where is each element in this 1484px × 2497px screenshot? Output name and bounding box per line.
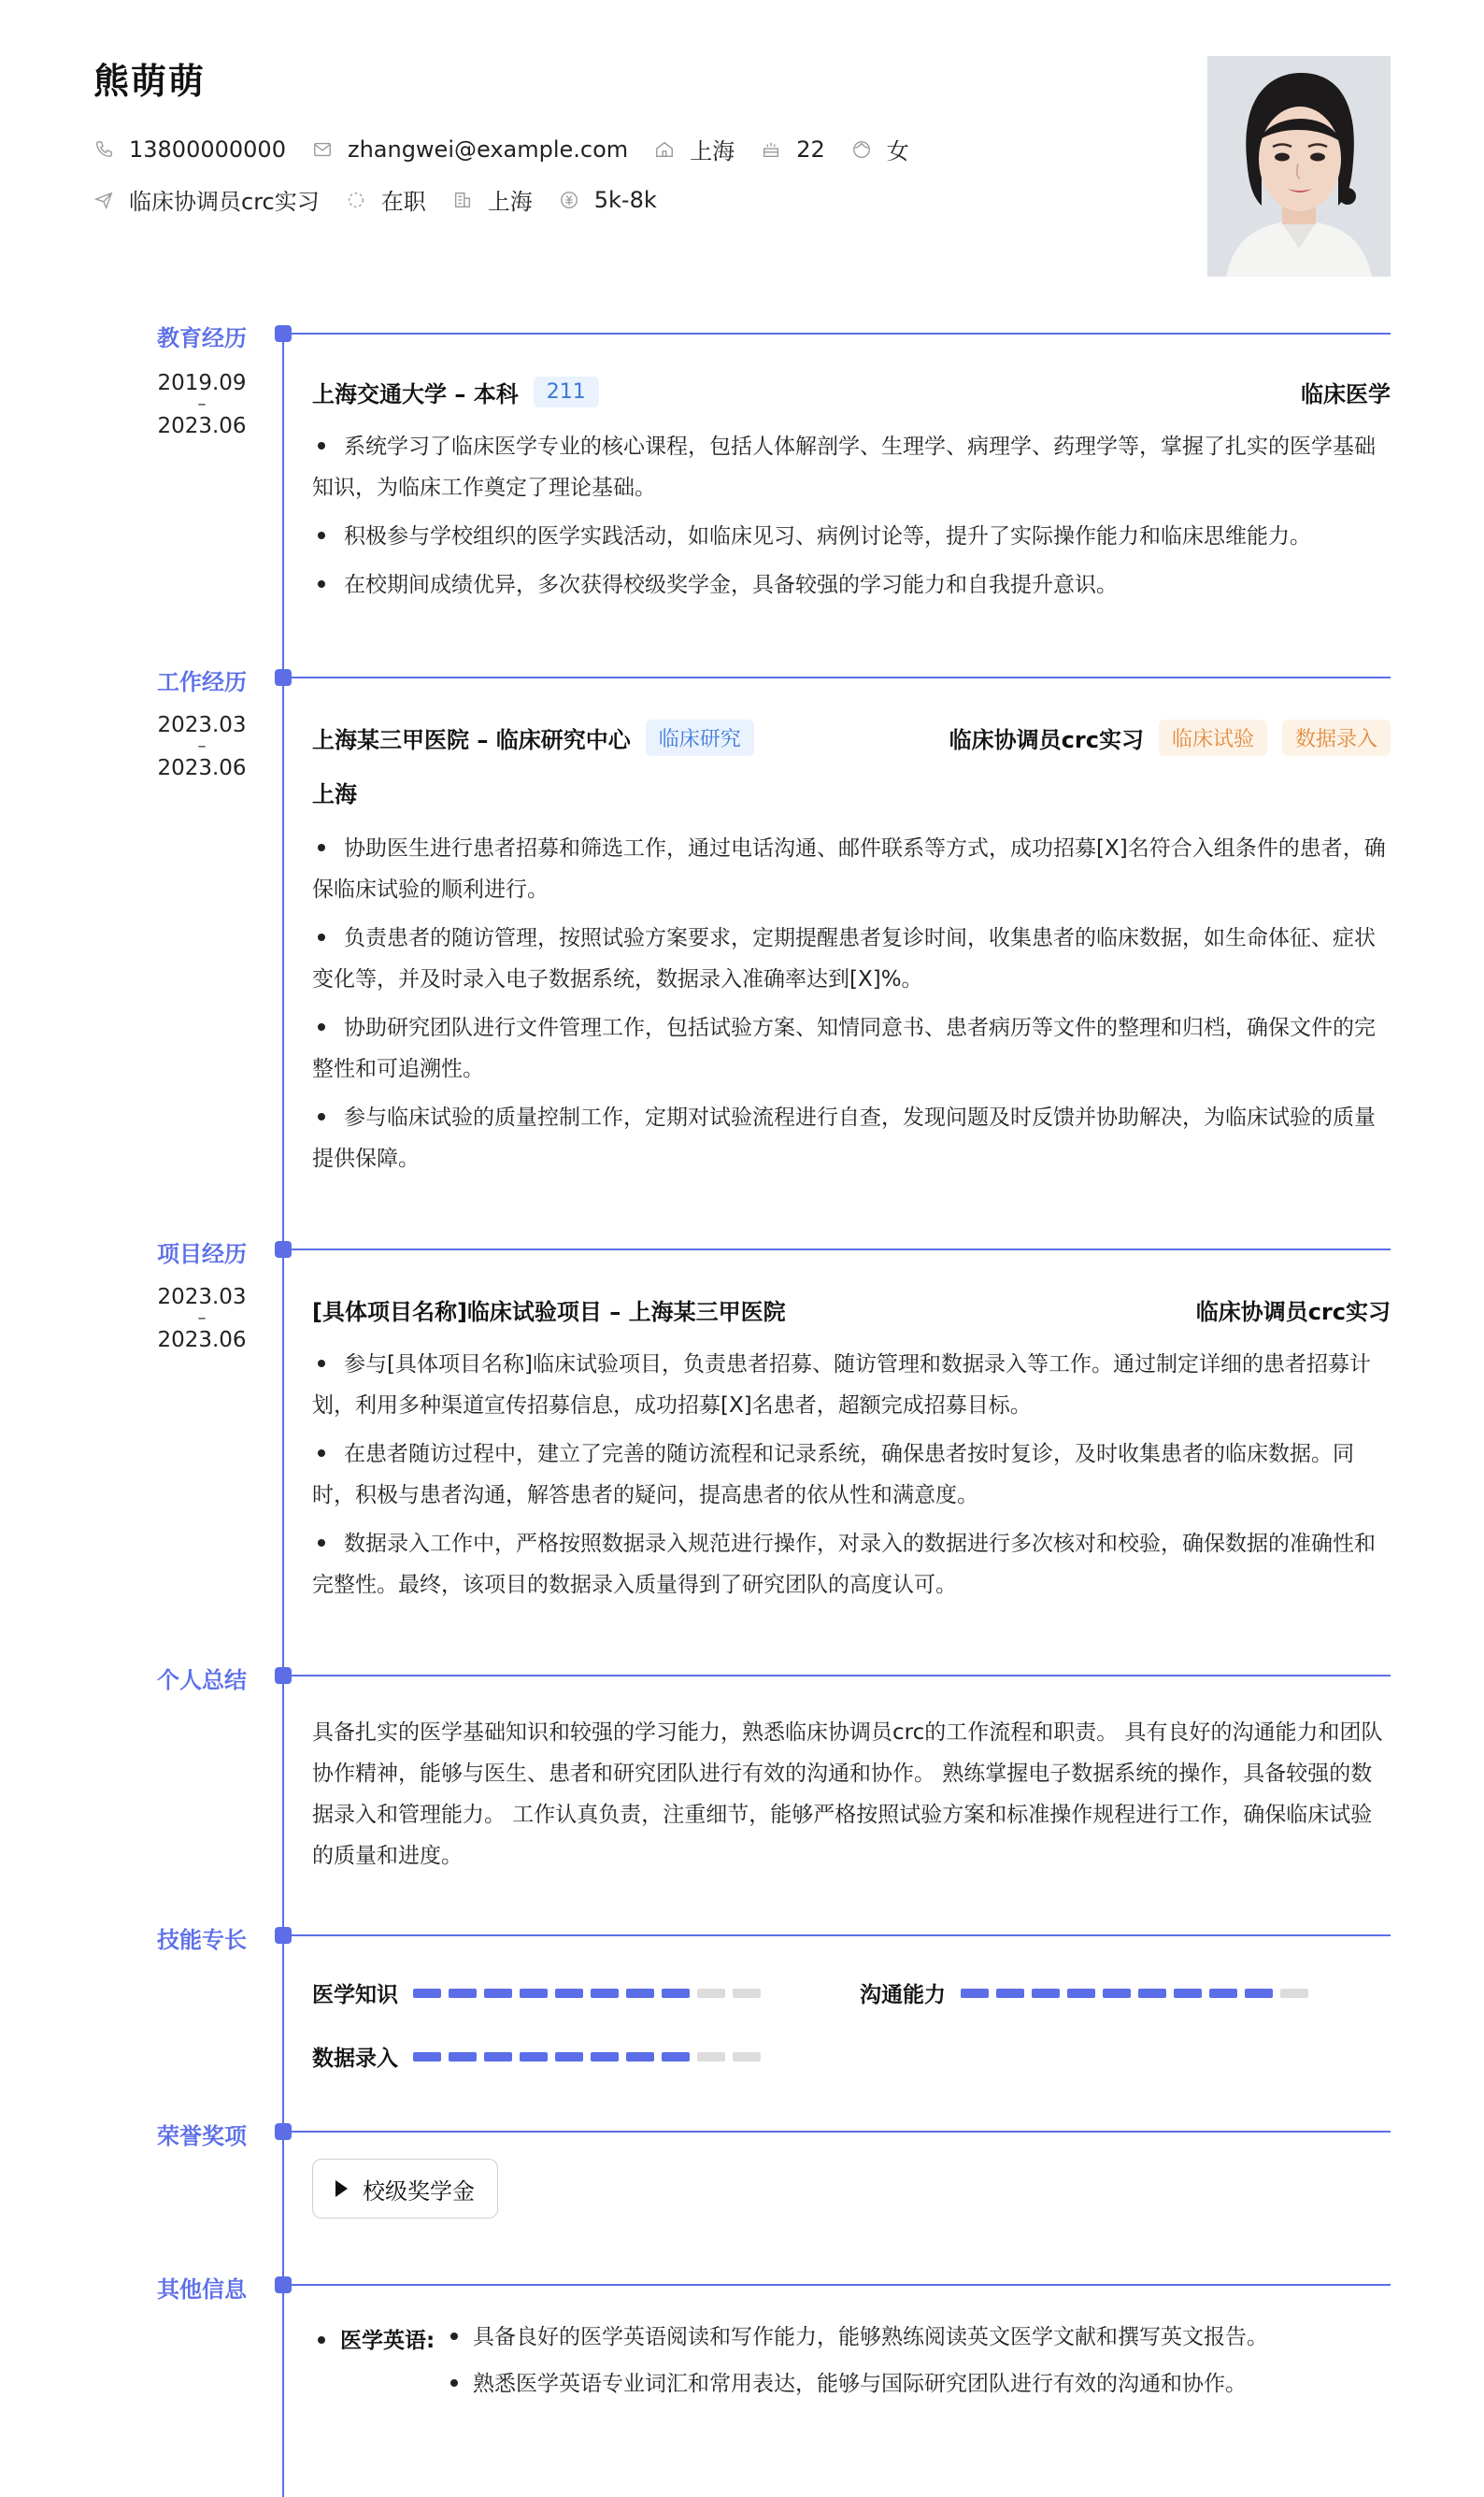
skill-segment-filled xyxy=(1209,1989,1237,1998)
project-date xyxy=(150,1286,254,1351)
bullet-dot xyxy=(318,1449,325,1457)
skill-segment-filled xyxy=(449,2052,477,2062)
skill-name: 医学知识 xyxy=(312,1983,398,2007)
section-title-work: 工作经历 xyxy=(157,669,247,695)
section-divider-other xyxy=(290,2284,1391,2286)
bullet-dot xyxy=(318,442,325,449)
skill-segment-empty xyxy=(697,2052,725,2062)
timeline-axis xyxy=(282,333,284,2497)
list-item-text: 数据录入工作中，严格按照数据录入规范进行操作，对录入的数据进行多次核对和校验，确保数据的准确性和完整性。最终，该项目的数据录入质量得到了研究团队的高度认可。 xyxy=(312,1532,1376,1597)
skill-segment-filled xyxy=(520,2052,548,2062)
list-item xyxy=(445,2323,1268,2351)
section-divider-skills xyxy=(290,1934,1391,1936)
salary-text: 5k-8k xyxy=(593,186,657,213)
bullet-dot xyxy=(318,580,325,588)
status-text: 在职 xyxy=(380,189,426,215)
section-title-other: 其他信息 xyxy=(157,2276,247,2303)
city-item xyxy=(654,133,735,165)
project-header xyxy=(312,1293,1391,1326)
education-major: 临床医学 xyxy=(1301,381,1391,407)
education-tag: 211 xyxy=(534,377,599,407)
skill-segment-filled xyxy=(1245,1989,1273,1998)
work-company: 上海某三甲医院 – 临床研究中心 xyxy=(312,727,631,753)
loading-icon xyxy=(346,190,366,210)
award-label: 校级奖学金 xyxy=(363,2177,475,2204)
skill-segment-filled xyxy=(1067,1989,1095,1998)
skill-segment-filled xyxy=(555,2052,583,2062)
phone-item xyxy=(93,136,286,163)
bullet-dot xyxy=(318,1023,325,1031)
work-role-tag: 数据录入 xyxy=(1282,720,1391,756)
city-text: 上海 xyxy=(690,138,735,164)
bullet-dot xyxy=(318,1113,325,1120)
list-item xyxy=(312,1007,1391,1090)
list-item xyxy=(312,828,1391,910)
skill-item xyxy=(860,1977,1316,2008)
skill-segment-filled xyxy=(662,2052,690,2062)
phone-text: 13800000000 xyxy=(129,136,286,163)
work-dash: – xyxy=(197,736,207,756)
mail-icon xyxy=(312,139,333,160)
salary-item xyxy=(559,187,657,213)
education-dash: – xyxy=(197,394,207,414)
play-icon xyxy=(335,2180,348,2197)
list-item xyxy=(312,918,1391,1000)
skill-segment-filled xyxy=(484,2052,512,2062)
job-target-text: 临床协调员crc实习 xyxy=(129,189,320,215)
cake-icon xyxy=(761,139,781,160)
face-icon xyxy=(851,139,872,160)
profile-photo xyxy=(1207,56,1391,277)
age-text: 22 xyxy=(796,136,825,163)
other-label-text: 医学英语: xyxy=(340,2329,435,2353)
bullet-dot xyxy=(318,1360,325,1367)
section-title-education: 教育经历 xyxy=(157,325,247,351)
skill-segment-filled xyxy=(626,1989,654,1998)
list-item xyxy=(312,426,1391,508)
work-date xyxy=(150,714,254,779)
age-item xyxy=(761,136,825,163)
summary-text: 具备扎实的医学基础知识和较强的学习能力，熟悉临床协调员crc的工作流程和职责。 具有良好的沟通能力和团队协作精神，能够与医生、患者和研究团队进行有效的沟通和协作。 熟练掌握电子数据系统的操作，具备较强的数据录入和管理能力。 工作认真负责，注重细节，能够严格按照试验方案和标准操作规程进行工作，确保临床试验的质量和进度。 xyxy=(312,1720,1383,1868)
project-end: 2023.06 xyxy=(157,1328,247,1352)
bullet-dot xyxy=(450,2333,458,2340)
other-label xyxy=(312,2323,435,2354)
list-item-text: 熟悉医学英语专业词汇和常用表达，能够与国际研究团队进行有效的沟通和协作。 xyxy=(473,2372,1247,2396)
list-item-text: 参与[具体项目名称]临床试验项目，负责患者招募、随访管理和数据录入等工作。通过制定详细的患者招募计划，利用多种渠道宣传招募信息，成功招募[X]名患者，超额完成招募目标。 xyxy=(312,1352,1371,1418)
work-city-text: 上海 xyxy=(487,189,533,215)
education-school: 上海交通大学 – 本科 xyxy=(312,381,519,407)
list-item xyxy=(445,2370,1247,2398)
education-header xyxy=(312,376,1391,408)
email-item xyxy=(312,136,628,163)
skill-segment-filled xyxy=(1138,1989,1166,1998)
bullet-dot xyxy=(318,844,325,851)
section-title-project: 项目经历 xyxy=(157,1241,247,1267)
list-item-text: 系统学习了临床医学专业的核心课程，包括人体解剖学、生理学、病理学、药理学等，掌握了扎实的医学基础知识，为临床工作奠定了理论基础。 xyxy=(312,435,1376,500)
list-item xyxy=(312,1344,1391,1426)
skill-level-bar xyxy=(413,2052,768,2062)
section-title-summary: 个人总结 xyxy=(157,1667,247,1693)
list-item-text: 参与临床试验的质量控制工作，定期对试验流程进行自查，发现问题及时反馈并协助解决，为临床试验的质量提供保障。 xyxy=(312,1106,1376,1171)
skill-segment-filled xyxy=(591,1989,619,1998)
section-divider-education xyxy=(290,333,1391,335)
skill-segment-filled xyxy=(996,1989,1024,1998)
work-role-tag: 临床试验 xyxy=(1159,720,1267,756)
work-start: 2023.03 xyxy=(157,713,247,737)
skill-segment-filled xyxy=(413,1989,441,1998)
list-item xyxy=(312,564,1391,606)
status-item xyxy=(346,183,426,216)
skill-segment-empty xyxy=(733,2052,761,2062)
building-icon xyxy=(452,190,473,210)
project-role: 临床协调员crc实习 xyxy=(1195,1299,1391,1325)
phone-icon xyxy=(93,139,114,160)
skill-segment-empty xyxy=(697,1989,725,1998)
skill-level-bar xyxy=(413,1989,768,1998)
project-start: 2023.03 xyxy=(157,1285,247,1309)
work-header xyxy=(312,720,1391,756)
award-chip[interactable] xyxy=(312,2159,498,2219)
section-title-honors: 荣誉奖项 xyxy=(157,2123,247,2149)
bullet-dot xyxy=(318,532,325,539)
skill-segment-filled xyxy=(1103,1989,1131,1998)
work-bullets xyxy=(312,828,1391,1187)
home-icon xyxy=(654,139,675,160)
skill-segment-filled xyxy=(1174,1989,1202,1998)
skill-segment-filled xyxy=(591,2052,619,2062)
bullet-dot xyxy=(318,1539,325,1547)
education-date xyxy=(150,372,254,437)
bullet-dot xyxy=(318,2336,325,2344)
skill-segment-filled xyxy=(961,1989,989,1998)
work-location: 上海 xyxy=(312,781,357,807)
work-tag: 临床研究 xyxy=(646,720,754,756)
skill-segment-filled xyxy=(449,1989,477,1998)
work-end: 2023.06 xyxy=(157,756,247,780)
project-dash: – xyxy=(197,1308,207,1328)
education-end: 2023.06 xyxy=(157,414,247,438)
project-name: [具体项目名称]临床试验项目 – 上海某三甲医院 xyxy=(312,1299,786,1325)
job-intent-row xyxy=(93,183,683,216)
list-item-text: 具备良好的医学英语阅读和写作能力，能够熟练阅读英文医学文献和撰写英文报告。 xyxy=(473,2325,1268,2349)
email-text: zhangwei@example.com xyxy=(347,136,629,163)
work-role: 临床协调员crc实习 xyxy=(949,727,1144,753)
section-divider-project xyxy=(290,1248,1391,1250)
section-title-skills: 技能专长 xyxy=(157,1927,247,1953)
list-item-text: 在校期间成绩优异，多次获得校级奖学金，具备较强的学习能力和自我提升意识。 xyxy=(344,573,1118,597)
skill-segment-empty xyxy=(733,1989,761,1998)
list-item xyxy=(312,1434,1391,1516)
job-target-item xyxy=(93,183,320,216)
section-divider-summary xyxy=(290,1675,1391,1677)
skill-segment-filled xyxy=(1032,1989,1060,1998)
skill-segment-filled xyxy=(413,2052,441,2062)
gender-text: 女 xyxy=(886,138,909,164)
skill-name: 沟通能力 xyxy=(860,1983,946,2007)
list-item xyxy=(312,516,1391,557)
candidate-name: 熊萌萌 xyxy=(93,61,207,102)
skill-level-bar xyxy=(961,1989,1316,1998)
coin-icon xyxy=(559,190,579,210)
list-item-text: 积极参与学校组织的医学实践活动，如临床见习、病例讨论等，提升了实际操作能力和临床思维能力。 xyxy=(344,524,1311,549)
portrait-illustration xyxy=(1207,56,1391,277)
work-city-item xyxy=(452,183,533,216)
list-item-text: 负责患者的随访管理，按照试验方案要求，定期提醒患者复诊时间，收集患者的临床数据，如生命体征、症状变化等，并及时录入电子数据系统，数据录入准确率达到[X]%。 xyxy=(312,926,1376,992)
list-item-text: 协助研究团队进行文件管理工作，包括试验方案、知情同意书、患者病历等文件的整理和归档，确保文件的完整性和可追溯性。 xyxy=(312,1016,1376,1081)
skill-segment-filled xyxy=(520,1989,548,1998)
project-bullets xyxy=(312,1344,1391,1613)
education-bullets xyxy=(312,426,1391,613)
skill-segment-filled xyxy=(626,2052,654,2062)
skill-name: 数据录入 xyxy=(312,2047,398,2071)
section-divider-work xyxy=(290,677,1391,678)
send-icon xyxy=(93,190,114,210)
skill-segment-filled xyxy=(555,1989,583,1998)
skill-segment-empty xyxy=(1280,1989,1308,1998)
skill-item xyxy=(312,1977,768,2008)
contact-row xyxy=(93,133,935,165)
bullet-dot xyxy=(450,2379,458,2387)
skill-segment-filled xyxy=(662,1989,690,1998)
bullet-dot xyxy=(318,934,325,941)
skill-item xyxy=(312,2041,768,2072)
list-item-text: 协助医生进行患者招募和筛选工作，通过电话沟通、邮件联系等方式，成功招募[X]名符合入组条件的患者，确保临床试验的顺利进行。 xyxy=(312,836,1386,902)
gender-item xyxy=(851,133,909,165)
list-item-text: 在患者随访过程中，建立了完善的随访流程和记录系统，确保患者按时复诊，及时收集患者的临床数据。同时，积极与患者沟通，解答患者的疑问，提高患者的依从性和满意度。 xyxy=(312,1442,1354,1507)
list-item xyxy=(312,1523,1391,1605)
section-divider-honors xyxy=(290,2131,1391,2133)
education-start: 2019.09 xyxy=(157,371,247,395)
skill-segment-filled xyxy=(484,1989,512,1998)
list-item xyxy=(312,1097,1391,1179)
